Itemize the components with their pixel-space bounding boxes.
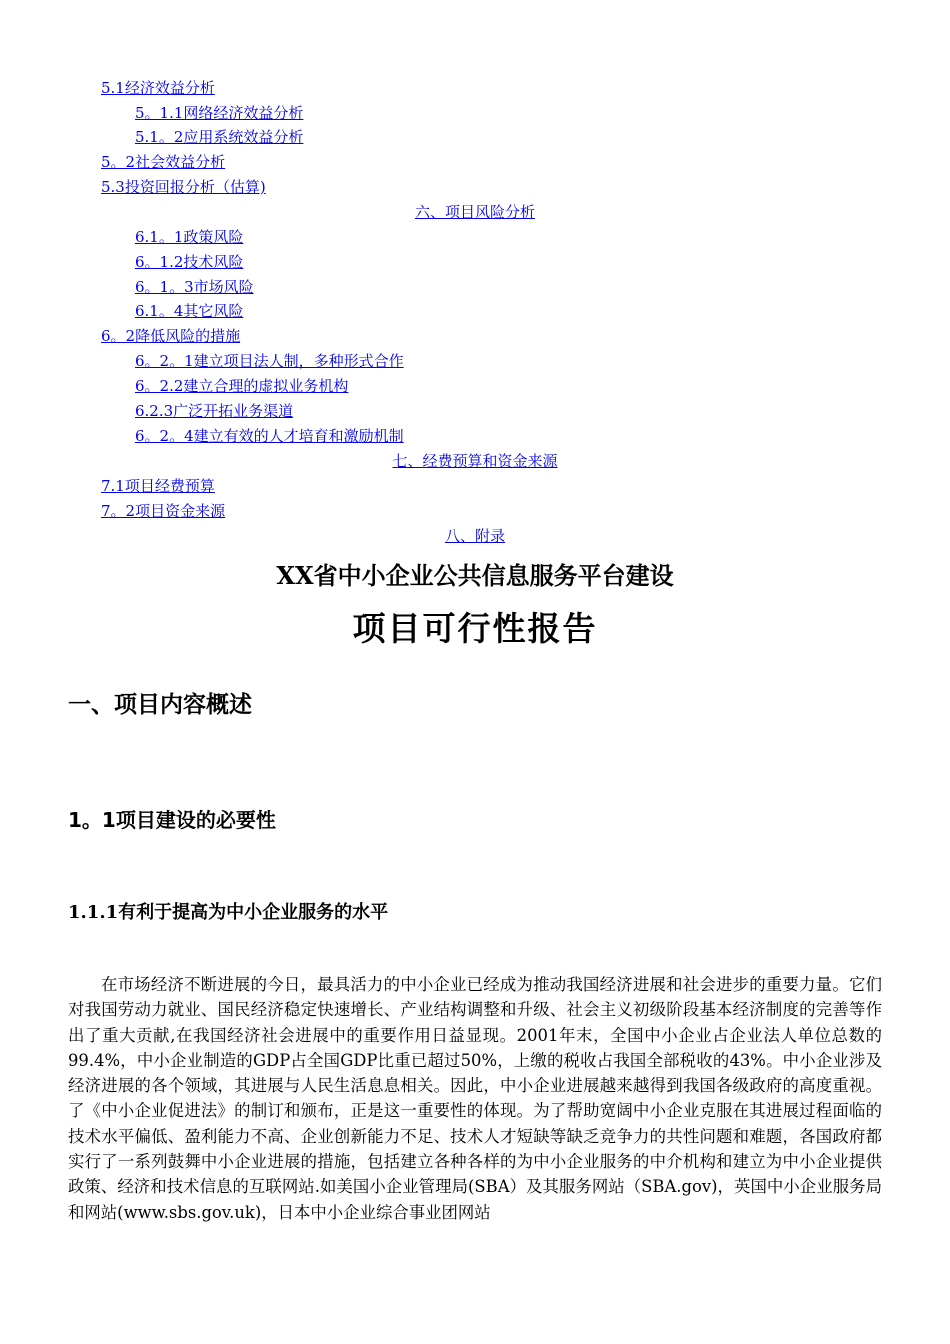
section-heading-1: 一、项目内容概述 — [68, 692, 252, 718]
section-heading-1-1: 1。1项目建设的必要性 — [68, 808, 276, 832]
toc-link-5-1-1[interactable]: 5。1.1网络经济效益分析 — [135, 104, 304, 122]
toc-link-7-2[interactable]: 7。2项目资金来源 — [101, 502, 226, 520]
toc-link-6-1-4[interactable]: 6.1。4其它风险 — [135, 302, 244, 320]
document-title-line-2: 项目可行性报告 — [352, 609, 598, 648]
toc-link-6-2-1[interactable]: 6。2。1建立项目法人制，多种形式合作 — [135, 352, 404, 370]
document-title-line-1: XX省中小企业公共信息服务平台建设 — [276, 561, 674, 590]
toc-link-5-2[interactable]: 5。2社会效益分析 — [101, 153, 226, 171]
toc-link-6-2-3[interactable]: 6.2.3广泛开拓业务渠道 — [135, 402, 294, 420]
toc-link-chapter-7-label: 七、经费预算和资金来源 — [392, 452, 558, 470]
toc-link-6-1-3[interactable]: 6。1。3市场风险 — [135, 278, 254, 296]
toc-link-chapter-8-label: 八、附录 — [444, 527, 505, 545]
toc-link-chapter-6[interactable] — [0, 202, 950, 222]
toc-link-6-2-4[interactable]: 6。2。4建立有效的人才培育和激励机制 — [135, 427, 404, 445]
toc-link-6-2[interactable]: 6。2降低风险的措施 — [101, 327, 241, 345]
toc-link-5-1[interactable]: 5.1经济效益分析 — [101, 79, 215, 97]
toc-link-chapter-7[interactable] — [0, 451, 950, 471]
toc-link-5-3[interactable]: 5.3投资回报分析（估算) — [101, 178, 266, 196]
toc-link-6-2-2[interactable]: 6。2.2建立合理的虚拟业务机构 — [135, 377, 349, 395]
toc-link-6-1-1[interactable]: 6.1。1政策风险 — [135, 228, 244, 246]
toc-link-chapter-8[interactable] — [0, 526, 950, 546]
toc-link-chapter-6-label: 六、项目风险分析 — [414, 203, 535, 221]
toc-link-7-1[interactable]: 7.1项目经费预算 — [101, 477, 215, 495]
section-heading-1-1-1: 1.1.1有利于提高为中小企业服务的水平 — [68, 902, 389, 923]
body-paragraph: 在市场经济不断进展的今日，最具活力的中小企业已经成为推动我国经济进展和社会进步的重要力量。它们对我国劳动力就业、国民经济稳定快速增长、产业结构调整和升级、社会主义初级阶段基本经济制度的完善等作出了重大贡献,在我国经济社会进展中的重要作用日益显现。2001年末，全国中小企业占企业法人单位总数的99.4%，中小企业制造的GDP占全国GDP比重已超过50%，上缴的税收占我国全部税收的43%。中小企业涉及经济进展的各个领域，其进展与人民生活息息相关。因此，中小企业进展越来越得到我国各级政府的高度重视。了《中小企业促进法》的制订和颁布，正是这一重要性的体现。为了帮助宽阔中小企业克服在其进展过程面临的技术水平偏低、盈利能力不高、企业创新能力不足、技术人才短缺等缺乏竞争力的共性问题和难题，各国政府都实行了一系列鼓舞中小企业进展的措施，包括建立各种各样的为中小企业服务的中介机构和建立为中小企业提供政策、经济和技术信息的互联网站.如美国小企业管理局(SBA）及其服务网站（SBA.gov)，英国中小企业服务局和网站(www.sbs.gov.uk)，日本中小企业综合事业团网站 — [68, 975, 882, 1222]
toc-link-5-1-2[interactable]: 5.1。2应用系统效益分析 — [135, 128, 304, 146]
toc-link-6-1-2[interactable]: 6。1.2技术风险 — [135, 253, 244, 271]
